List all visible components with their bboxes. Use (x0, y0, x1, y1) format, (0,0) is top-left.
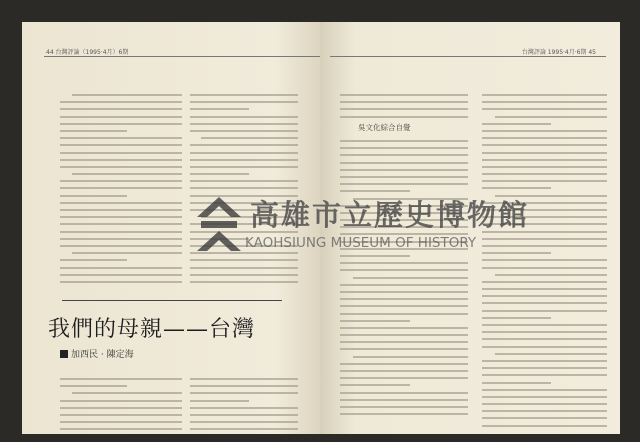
text-line (482, 223, 607, 225)
text-line (340, 341, 468, 343)
text-line (495, 195, 608, 197)
text-line (190, 421, 298, 423)
text-line (340, 384, 410, 386)
text-line (495, 116, 608, 118)
text-line (60, 108, 182, 110)
text-line (482, 137, 607, 139)
text-line (340, 334, 468, 336)
text-column (60, 94, 182, 288)
text-line (190, 152, 298, 154)
text-line (190, 180, 298, 182)
text-line (340, 320, 410, 322)
header-rule (330, 56, 606, 57)
text-line (353, 356, 468, 358)
text-line (72, 94, 182, 96)
text-line (482, 346, 607, 348)
text-line (482, 252, 551, 254)
text-line (60, 130, 127, 132)
text-line (340, 363, 468, 365)
text-column (482, 94, 607, 432)
text-line (190, 187, 298, 189)
text-line (201, 137, 298, 139)
text-line (482, 202, 607, 204)
text-line (482, 173, 607, 175)
text-line (482, 259, 607, 261)
text-line (340, 269, 468, 271)
text-column (340, 140, 468, 420)
text-line (60, 421, 182, 423)
text-line (60, 166, 182, 168)
text-line (190, 223, 298, 225)
text-line (60, 267, 182, 269)
text-line (482, 231, 607, 233)
text-line (340, 101, 468, 103)
right-page (320, 22, 620, 434)
text-line (60, 223, 182, 225)
text-line (60, 378, 182, 380)
text-line (482, 425, 607, 427)
text-line (340, 212, 468, 214)
text-line (482, 317, 551, 319)
text-line (482, 267, 607, 269)
text-line (340, 399, 468, 401)
text-line (340, 327, 468, 329)
text-line (190, 428, 298, 430)
text-line (340, 291, 468, 293)
text-column (60, 378, 182, 436)
text-column (340, 94, 468, 123)
text-line (190, 195, 298, 197)
text-line (340, 205, 468, 207)
text-line (60, 180, 182, 182)
watermark-chinese: 高雄市立歷史博物館 (250, 198, 530, 232)
text-line (190, 209, 298, 211)
text-line (60, 116, 182, 118)
text-line (60, 428, 182, 430)
text-line (72, 252, 182, 254)
text-line (482, 101, 607, 103)
text-line (340, 284, 468, 286)
text-line (60, 195, 127, 197)
text-line (340, 241, 468, 243)
text-line (60, 281, 182, 283)
text-line (482, 403, 607, 405)
text-line (340, 116, 468, 118)
text-line (190, 202, 298, 204)
text-line (340, 348, 468, 350)
text-line (340, 313, 468, 315)
text-line (340, 176, 468, 178)
text-line (340, 219, 468, 221)
text-line (340, 183, 468, 185)
watermark-english: KAOHSIUNG MUSEUM OF HISTORY (245, 235, 477, 251)
text-line (482, 209, 607, 211)
text-line (482, 187, 551, 189)
text-line (60, 216, 182, 218)
text-line (482, 367, 607, 369)
text-line (60, 238, 182, 240)
text-line (340, 147, 468, 149)
text-line (190, 238, 249, 240)
text-line (190, 231, 298, 233)
text-line (482, 382, 551, 384)
text-line (190, 94, 298, 96)
text-line (482, 108, 607, 110)
text-line (482, 410, 607, 412)
text-line (60, 400, 182, 402)
text-line (190, 392, 298, 394)
text-line (60, 202, 182, 204)
text-line (190, 144, 298, 146)
text-column (190, 94, 298, 288)
text-line (340, 413, 468, 415)
text-line (340, 370, 468, 372)
text-line (353, 277, 468, 279)
text-line (482, 374, 607, 376)
text-line (60, 152, 182, 154)
text-line (190, 245, 298, 247)
text-line (60, 187, 182, 189)
text-line (482, 245, 607, 247)
text-line (482, 338, 607, 340)
text-line (482, 396, 607, 398)
text-line (482, 180, 607, 182)
text-line (190, 166, 298, 168)
text-line (340, 154, 468, 156)
text-line (72, 173, 182, 175)
text-line (190, 267, 298, 269)
text-line (340, 377, 468, 379)
text-line (190, 123, 298, 125)
text-line (353, 198, 468, 200)
text-line (340, 226, 468, 228)
text-line (340, 255, 410, 257)
page-header: 台灣評論 1995‧4月‧6期 45 (521, 49, 596, 56)
text-line (340, 94, 468, 96)
text-line (340, 305, 468, 307)
byline (60, 347, 134, 360)
text-line (482, 144, 607, 146)
text-line (482, 331, 607, 333)
page-header: 44 台灣評論（1995‧4月）6期 (46, 49, 129, 56)
text-line (60, 274, 182, 276)
text-line (190, 407, 298, 409)
text-line (190, 274, 298, 276)
text-line (482, 360, 607, 362)
text-line (482, 417, 607, 419)
text-line (190, 378, 298, 380)
text-line (340, 406, 468, 408)
text-line (482, 238, 607, 240)
text-line (201, 216, 298, 218)
text-line (340, 162, 468, 164)
text-line (340, 108, 468, 110)
text-line (340, 262, 468, 264)
article-title: 我們的母親——台灣 (48, 317, 256, 342)
text-line (495, 353, 608, 355)
text-line (340, 298, 468, 300)
text-line (340, 248, 468, 250)
text-line (340, 190, 410, 192)
text-line (60, 144, 182, 146)
section-divider (62, 300, 282, 301)
text-line (190, 173, 249, 175)
text-line (340, 140, 468, 142)
text-line (340, 392, 468, 394)
section-heading: 吳文化綜合自覺 (358, 123, 411, 132)
text-line (60, 137, 182, 139)
author-names: 加西民 ‧ 陳定海 (71, 350, 134, 360)
text-line (340, 233, 468, 235)
text-line (340, 169, 468, 171)
text-line (482, 302, 607, 304)
text-line (60, 245, 182, 247)
text-column (190, 378, 298, 436)
left-page (22, 22, 320, 434)
text-line (60, 231, 182, 233)
text-line (190, 281, 298, 283)
text-line (60, 414, 182, 416)
text-line (482, 159, 607, 161)
text-line (190, 259, 298, 261)
text-line (482, 281, 607, 283)
text-line (60, 259, 127, 261)
text-line (190, 252, 298, 254)
text-line (190, 116, 298, 118)
text-line (482, 288, 607, 290)
text-line (482, 324, 607, 326)
text-line (60, 159, 182, 161)
text-line (190, 400, 249, 402)
text-line (60, 407, 182, 409)
text-line (482, 389, 607, 391)
text-line (482, 152, 607, 154)
square-bullet-icon (60, 350, 68, 358)
header-rule (44, 56, 320, 57)
text-line (190, 108, 249, 110)
text-line (482, 310, 607, 312)
text-line (482, 123, 551, 125)
text-line (495, 274, 608, 276)
text-line (190, 130, 298, 132)
text-line (190, 385, 298, 387)
text-line (482, 94, 607, 96)
text-line (60, 385, 127, 387)
text-line (60, 209, 182, 211)
text-line (190, 159, 298, 161)
text-line (190, 414, 298, 416)
text-line (60, 123, 182, 125)
text-line (482, 295, 607, 297)
text-line (60, 101, 182, 103)
text-line (190, 101, 298, 103)
text-line (482, 216, 607, 218)
text-line (72, 392, 182, 394)
text-line (482, 130, 607, 132)
text-line (482, 166, 607, 168)
